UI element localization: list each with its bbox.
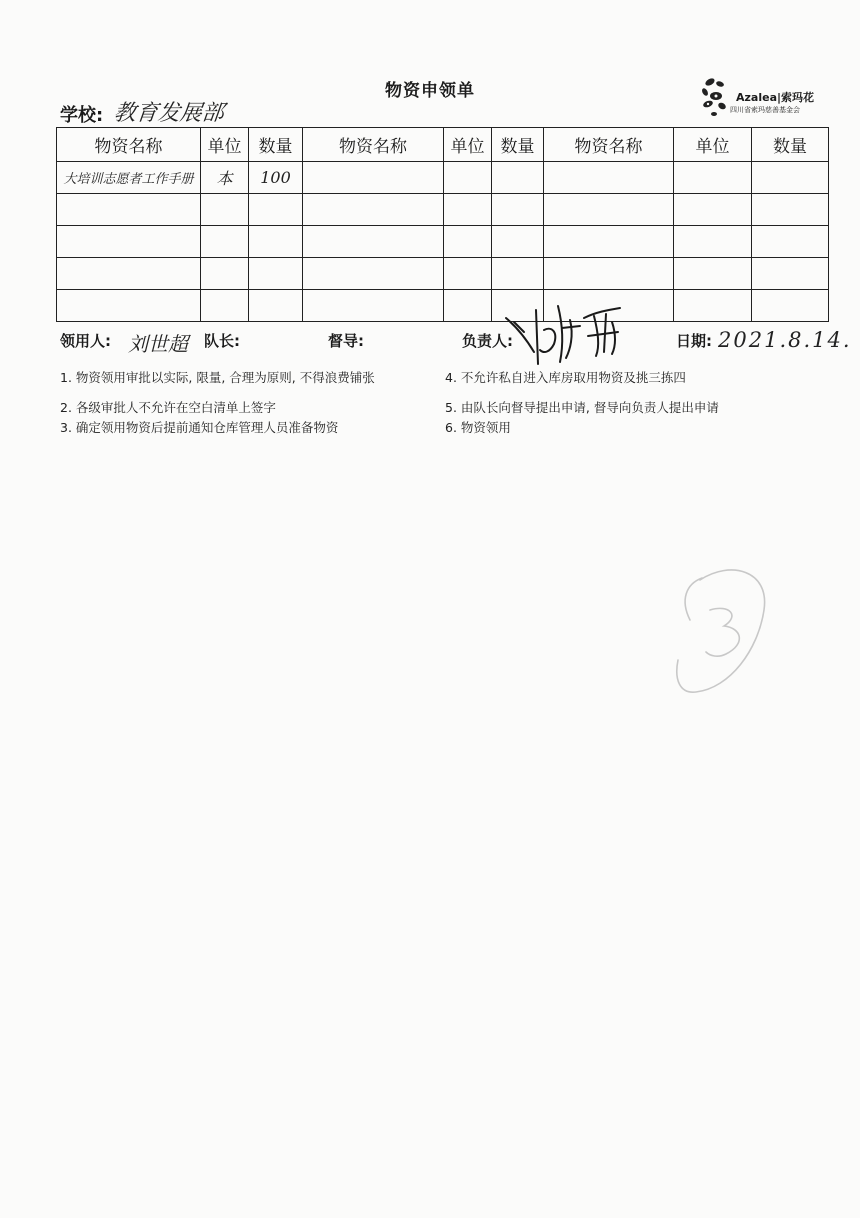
captain-label: 队长: xyxy=(204,332,240,350)
rule-item: 2. 各级审批人不允许在空白清单上签字 xyxy=(60,400,276,415)
pencil-mark-drawing xyxy=(660,560,780,700)
rule-item: 4. 不允许私自进入库房取用物资及挑三拣四 xyxy=(445,370,686,385)
table-row xyxy=(57,226,829,258)
table-cell xyxy=(752,194,829,226)
recipient-label: 领用人: xyxy=(60,332,111,350)
table-cell xyxy=(303,194,444,226)
table-cell xyxy=(303,226,444,258)
header-cell: 单位 xyxy=(444,128,492,162)
responsible-label: 负责人: xyxy=(462,332,513,350)
materials-table xyxy=(56,127,829,322)
table-cell xyxy=(674,290,752,322)
table-cell xyxy=(444,194,492,226)
rule-item: 5. 由队长向督导提出申请, 督导向负责人提出申请 xyxy=(445,400,719,415)
school-value-handwritten: 教育发展部 xyxy=(112,101,226,126)
table-cell xyxy=(752,258,829,290)
table-cell xyxy=(444,226,492,258)
table-cell xyxy=(444,290,492,322)
table-cell xyxy=(444,162,492,194)
rule-item: 1. 物资领用审批以实际, 限量, 合理为原则, 不得浪费铺张 xyxy=(60,370,375,385)
header-cell: 数量 xyxy=(752,128,829,162)
table-cell xyxy=(492,194,544,226)
table-row xyxy=(57,290,829,322)
header-cell: 物资名称 xyxy=(57,128,201,162)
table-cell xyxy=(57,194,201,226)
table-row xyxy=(57,162,829,194)
table-cell xyxy=(752,162,829,194)
table-cell xyxy=(57,226,201,258)
table-cell xyxy=(544,194,674,226)
table-cell xyxy=(249,194,303,226)
logo xyxy=(696,74,836,120)
table-cell xyxy=(303,162,444,194)
school-label: 学校: xyxy=(60,105,104,126)
table-header-row xyxy=(57,128,829,162)
table-cell xyxy=(544,258,674,290)
table-cell xyxy=(674,194,752,226)
table-cell: 100 xyxy=(249,162,303,194)
table-cell xyxy=(201,226,249,258)
header-cell: 单位 xyxy=(674,128,752,162)
header-cell: 单位 xyxy=(201,128,249,162)
table-row xyxy=(57,258,829,290)
header-cell: 数量 xyxy=(249,128,303,162)
table-cell xyxy=(57,258,201,290)
date-label: 日期: xyxy=(676,332,712,350)
recipient-value-handwritten: 刘世超 xyxy=(128,332,188,356)
table-cell xyxy=(544,226,674,258)
header-cell: 物资名称 xyxy=(303,128,444,162)
supervisor-label: 督导: xyxy=(328,332,364,350)
table-cell: 大培训志愿者工作手册 xyxy=(57,162,201,194)
table-cell xyxy=(492,258,544,290)
table-cell xyxy=(201,194,249,226)
table-cell xyxy=(752,226,829,258)
header-cell: 数量 xyxy=(492,128,544,162)
table-row xyxy=(57,194,829,226)
table-cell xyxy=(303,258,444,290)
table-cell: 本 xyxy=(201,162,249,194)
table-cell xyxy=(674,162,752,194)
table-cell xyxy=(201,258,249,290)
logo-subtitle: 四川省索玛慈善基金会 xyxy=(730,106,800,114)
table-cell xyxy=(674,258,752,290)
table-cell xyxy=(303,290,444,322)
table-cell xyxy=(674,226,752,258)
table-cell xyxy=(249,258,303,290)
table-cell xyxy=(57,290,201,322)
table-cell xyxy=(544,162,674,194)
rule-item: 3. 确定领用物资后提前通知仓库管理人员准备物资 xyxy=(60,420,339,435)
table-cell xyxy=(249,226,303,258)
table-cell xyxy=(492,162,544,194)
header-cell: 物资名称 xyxy=(544,128,674,162)
rule-item: 6. 物资领用 xyxy=(445,420,511,435)
table-cell xyxy=(492,226,544,258)
table-cell xyxy=(249,290,303,322)
table-cell xyxy=(201,290,249,322)
page-title: 物资申领单 xyxy=(385,81,475,101)
logo-name: Azalea|索玛花 xyxy=(736,91,815,104)
table-cell xyxy=(752,290,829,322)
date-value-handwritten: 2021.8.14. xyxy=(718,328,852,352)
table-cell xyxy=(444,258,492,290)
